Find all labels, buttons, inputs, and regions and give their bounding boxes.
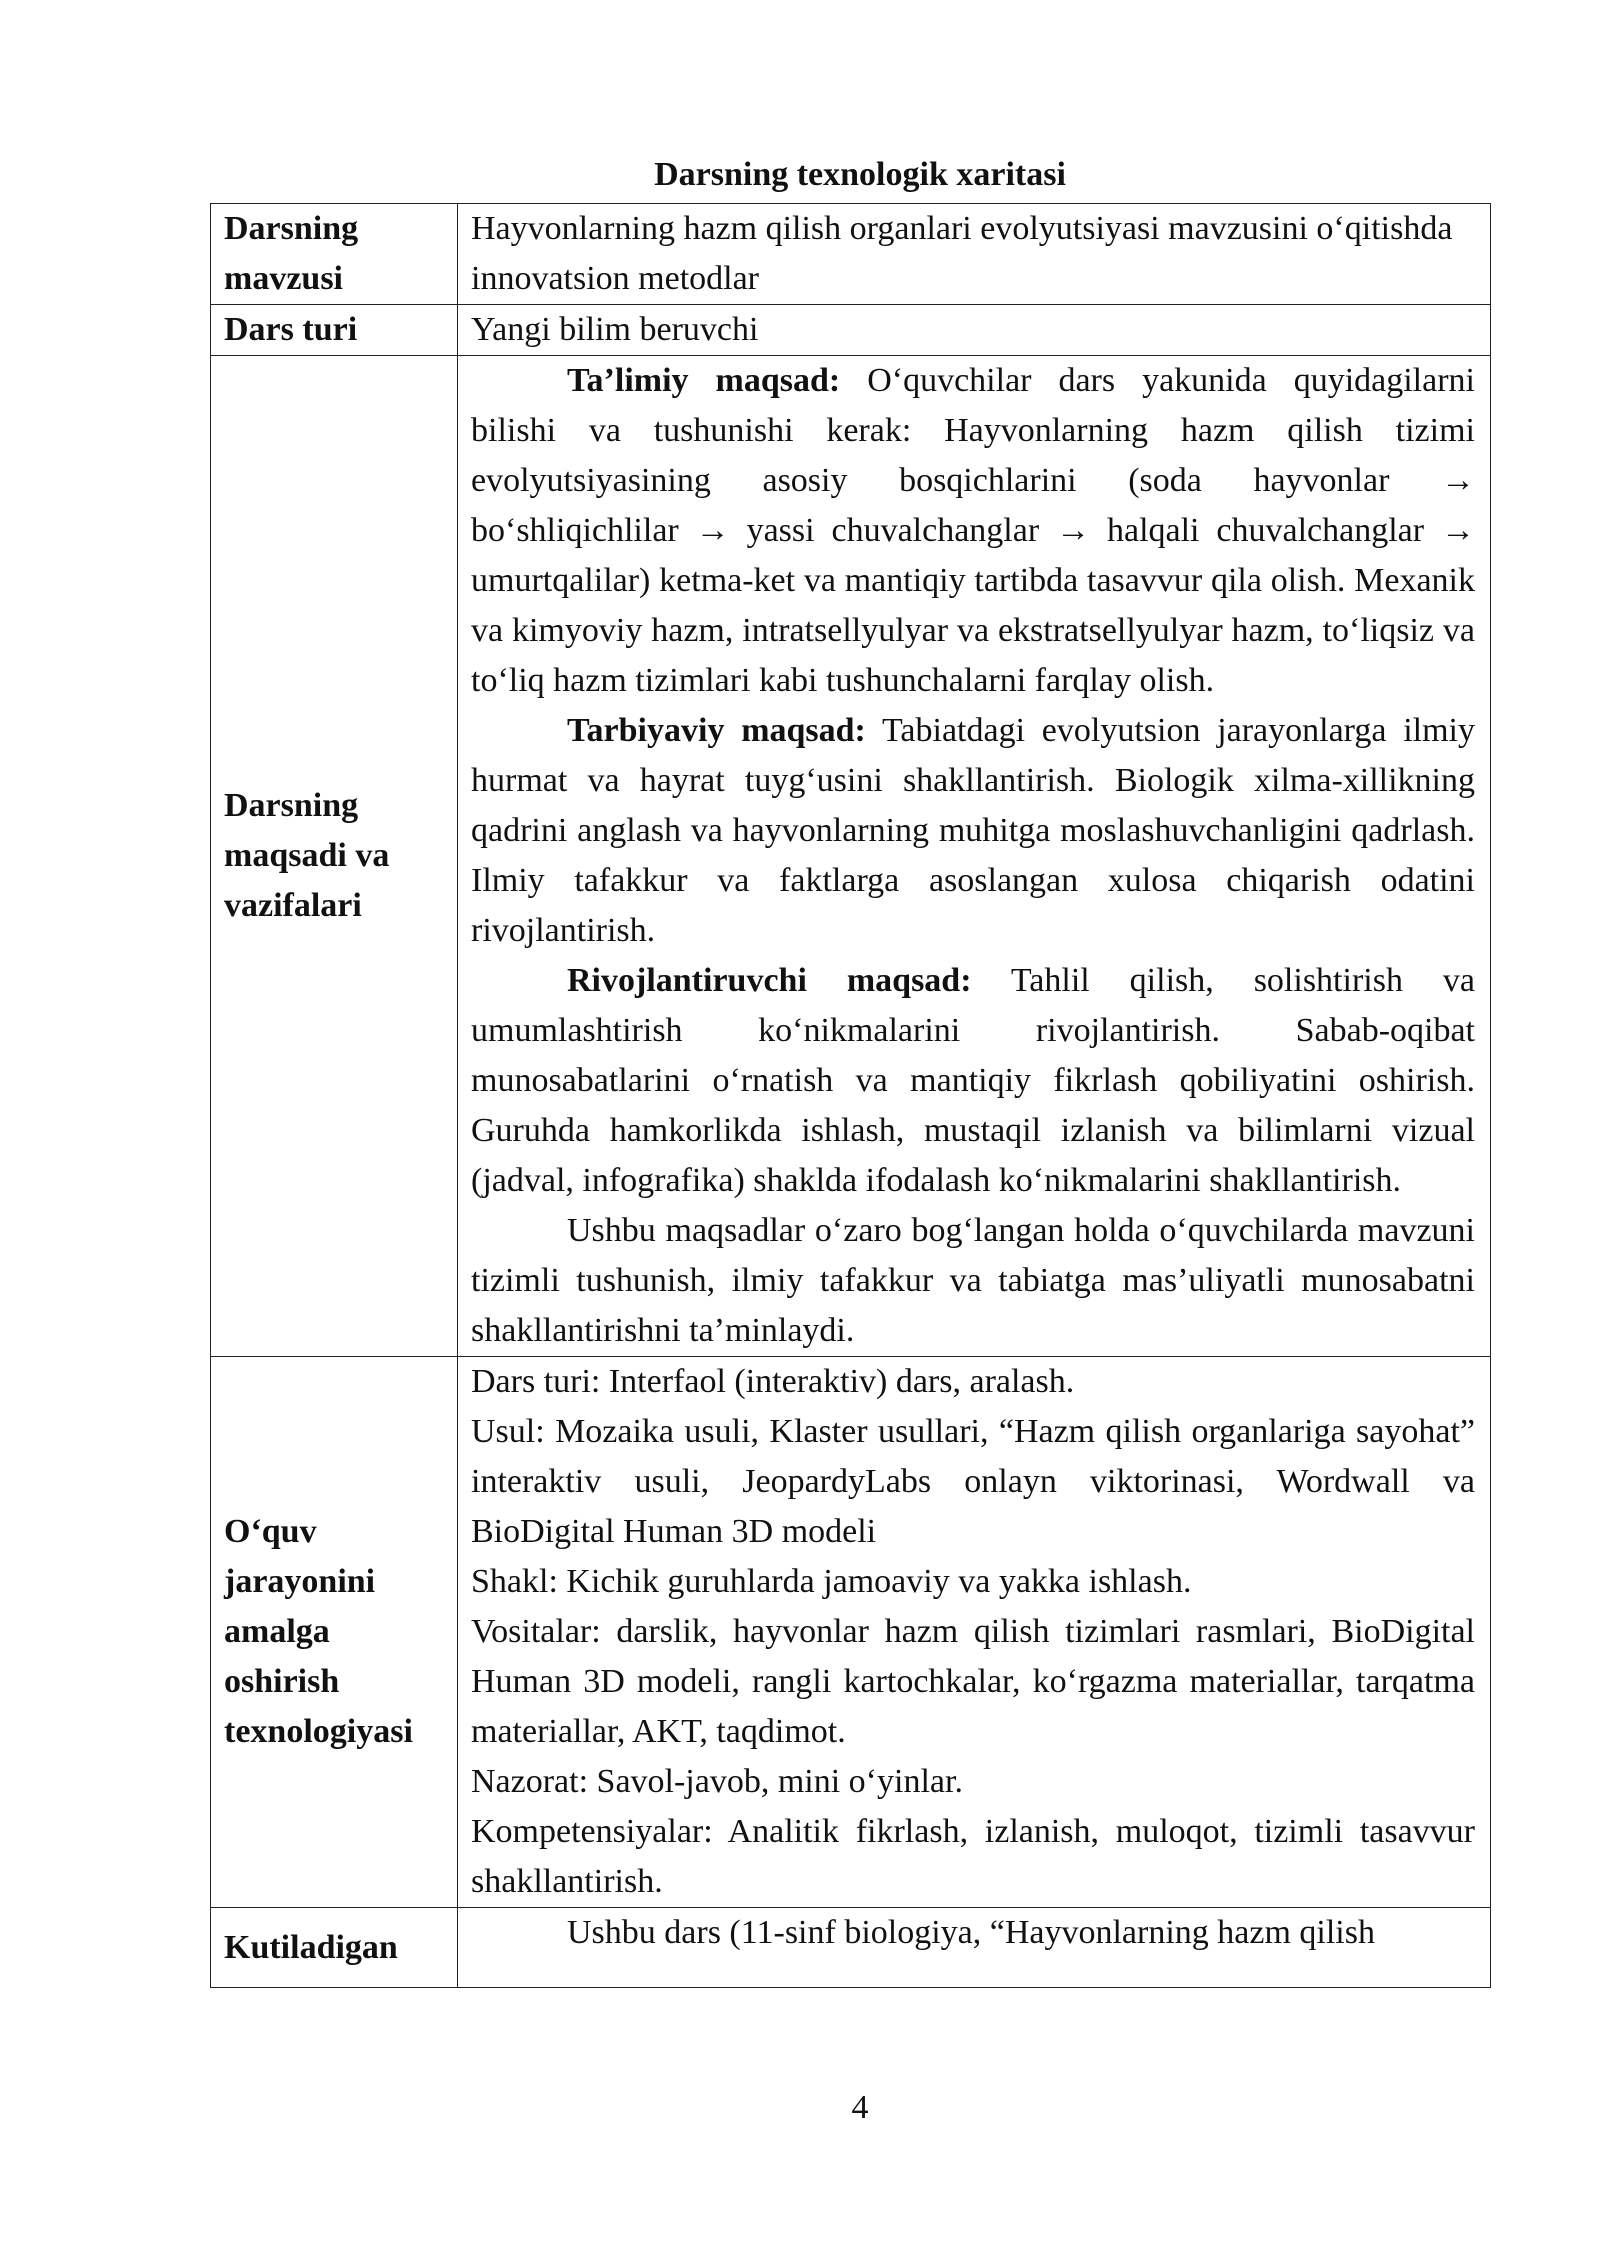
table-row-goals	[211, 356, 1491, 1357]
technology-tools: Vositalar: darslik, hayvonlar hazm qilish tizimlari rasmlari, BioDigital Human 3D modeli, rangli kartochkalar, ko‘rgazma materiallar, tarqatma materiallar, AKT, taqdimot.	[471, 1613, 1475, 1750]
technology-map-table	[210, 203, 1491, 1988]
table-row-topic	[211, 204, 1491, 305]
technology-control: Nazorat: Savol-javob, mini o‘yinlar.	[471, 1763, 963, 1800]
lesson-type-value: Yangi bilim beruvchi	[458, 305, 1491, 356]
table-row-technology	[211, 1357, 1491, 1908]
goals-cell	[458, 356, 1491, 1357]
technology-form: Shakl: Kichik guruhlarda jamoaviy va yakka ishlash.	[471, 1563, 1192, 1600]
upbringing-goal-paragraph	[471, 706, 1475, 956]
technology-cell	[458, 1357, 1491, 1908]
table-row-lesson-type	[211, 305, 1491, 356]
goals-summary-paragraph: Ushbu maqsadlar o‘zaro bog‘langan holda o‘quvchilarda mavzuni tizimli tushunish, ilmiy tafakkur va tabiatga mas’uliyatli munosabatni shakllantirishni ta’minlaydi.	[471, 1212, 1475, 1349]
educational-goal-text: O‘quvchilar dars yakunida quyidagilarni bilishi va tushunishi kerak: Hayvonlarning hazm qilish tizimi evolyutsiyasining asosiy bosqichlarini (soda hayvonlar → bo‘shliqichlilar → yassi chuvalchanglar → halqali chuvalchanglar → umurtqalilar) ketma-ket va mantiqiy tartibda tasavvur qila olish. Mexanik va kimyoviy hazm, intratsellyulyar va ekstratsellyulyar hazm, to‘liqsiz va to‘liq hazm tizimlari kabi tushunchalarni farqlay olish.	[471, 362, 1475, 699]
developmental-goal-heading: Rivojlantiruvchi maqsad:	[567, 962, 972, 999]
goals-label: Darsning maqsadi va vazifalari	[211, 356, 458, 1357]
educational-goal-paragraph	[471, 356, 1475, 706]
page-number: 4	[851, 2089, 869, 2126]
table-row-expected	[211, 1908, 1491, 1988]
topic-value: Hayvonlarning hazm qilish organlari evolyutsiyasi mavzusini o‘qitishda innovatsion metodlar	[458, 204, 1491, 305]
educational-goal-heading: Ta’limiy maqsad:	[567, 362, 841, 399]
lesson-type-label: Dars turi	[211, 305, 458, 356]
expected-text: Ushbu dars (11-sinf biologiya, “Hayvonlarning hazm qilish	[567, 1914, 1375, 1951]
technology-lesson-type: Dars turi: Interfaol (interaktiv) dars, aralash.	[471, 1363, 1075, 1400]
document-title: Darsning texnologik xaritasi	[654, 156, 1066, 193]
expected-label: Kutiladigan	[211, 1908, 458, 1988]
developmental-goal-paragraph	[471, 956, 1475, 1206]
topic-label: Darsning mavzusi	[211, 204, 458, 305]
upbringing-goal-heading: Tarbiyaviy maqsad:	[567, 712, 866, 749]
technology-competencies: Kompetensiyalar: Analitik fikrlash, izlanish, muloqot, tizimli tasavvur shakllantirish.	[471, 1813, 1475, 1900]
expected-cell	[458, 1908, 1491, 1988]
technology-methods: Usul: Mozaika usuli, Klaster usullari, “Hazm qilish organlariga sayohat” interaktiv usuli, JeopardyLabs onlayn viktorinasi, Wordwall va BioDigital Human 3D modeli	[471, 1413, 1475, 1550]
technology-label: O‘quv jarayonini amalga oshirish texnologiyasi	[211, 1357, 458, 1908]
developmental-goal-text: Tahlil qilish, solishtirish va umumlashtirish ko‘nikmalarini rivojlantirish. Sabab-oqibat munosabatlarini o‘rnatish va mantiqiy fikrlash qobiliyatini oshirish. Guruhda hamkorlikda ishlash, mustaqil izlanish va bilimlarni vizual (jadval, infografika) shaklda ifodalash ko‘nikmalarini shakllantirish.	[471, 962, 1475, 1199]
upbringing-goal-text: Tabiatdagi evolyutsion jarayonlarga ilmiy hurmat va hayrat tuyg‘usini shakllantirish. Biologik xilma-xillikning qadrini anglash va hayvonlarning muhitga moslashuvchanligini qadrlash. Ilmiy tafakkur va faktlarga asoslangan xulosa chiqarish odatini rivojlantirish.	[471, 712, 1475, 949]
